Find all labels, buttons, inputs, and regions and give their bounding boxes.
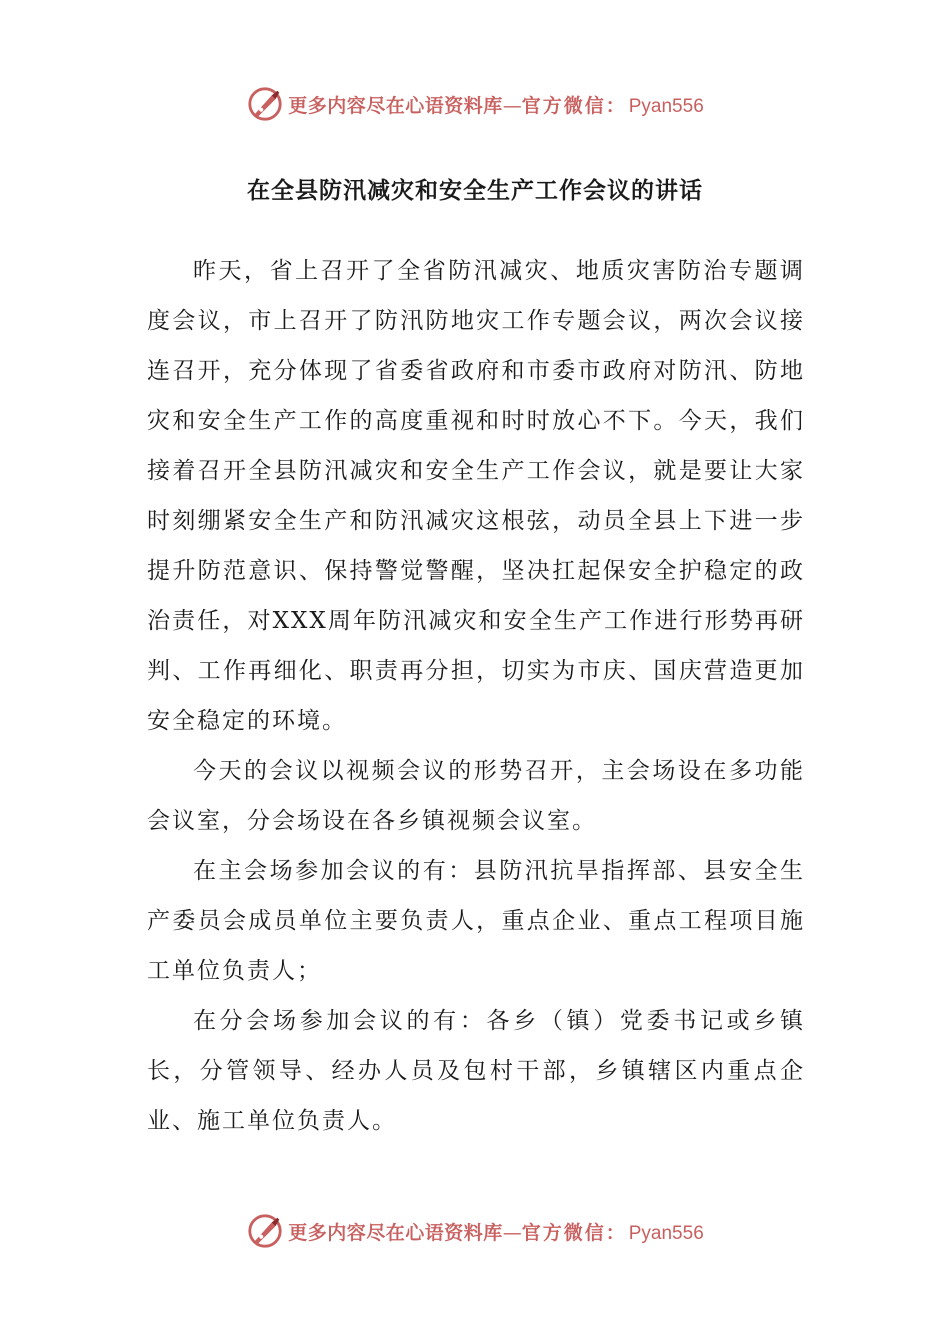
wechat-id: Pyan556: [628, 1222, 704, 1244]
brand-text: 更多内容尽在心语资料库: [288, 94, 503, 117]
pen-nib-circle-logo-icon: [246, 1212, 284, 1250]
banner-separator: —: [502, 1221, 522, 1244]
banner-text: [288, 91, 704, 118]
header-banner: [0, 84, 950, 124]
document-body: [147, 246, 805, 1146]
banner-text: [288, 1218, 704, 1245]
paragraph: 昨天，省上召开了全省防汛减灾、地质灾害防治专题调度会议，市上召开了防汛防地灾工作专题会议，两次会议接连召开，充分体现了省委省政府和市委市政府对防汛、防地灾和安全生产工作的高度重视和时时放心不下。今天，我们接着召开全县防汛减灾和安全生产工作会议，就是要让大家时刻绷紧安全生产和防汛减灾这根弦，动员全县上下进一步提升防范意识、保持警觉警醒，坚决扛起保安全护稳定的政治责任，对XXX周年防汛减灾和安全生产工作进行形势再研判、工作再细化、职责再分担，切实为市庆、国庆营造更加安全稳定的环境。: [147, 258, 805, 734]
footer-banner: [0, 1211, 950, 1251]
wechat-label: 官方微信：: [521, 94, 627, 117]
paragraph: 在分会场参加会议的有：各乡（镇）党委书记或乡镇长，分管领导、经办人员及包村干部，乡镇辖区内重点企业、施工单位负责人。: [147, 1008, 805, 1134]
paragraph: 在主会场参加会议的有：县防汛抗旱指挥部、县安全生产委员会成员单位主要负责人，重点企业、重点工程项目施工单位负责人；: [147, 858, 805, 984]
wechat-label: 官方微信：: [521, 1221, 627, 1244]
brand-text: 更多内容尽在心语资料库: [288, 1221, 503, 1244]
banner-separator: —: [502, 94, 522, 117]
paragraph: 今天的会议以视频会议的形势召开，主会场设在多功能会议室，分会场设在各乡镇视频会议室。: [147, 758, 805, 834]
document-title: 在全县防汛减灾和安全生产工作会议的讲话: [247, 178, 703, 204]
wechat-id: Pyan556: [628, 95, 704, 117]
pen-nib-circle-logo-icon: [246, 85, 284, 123]
